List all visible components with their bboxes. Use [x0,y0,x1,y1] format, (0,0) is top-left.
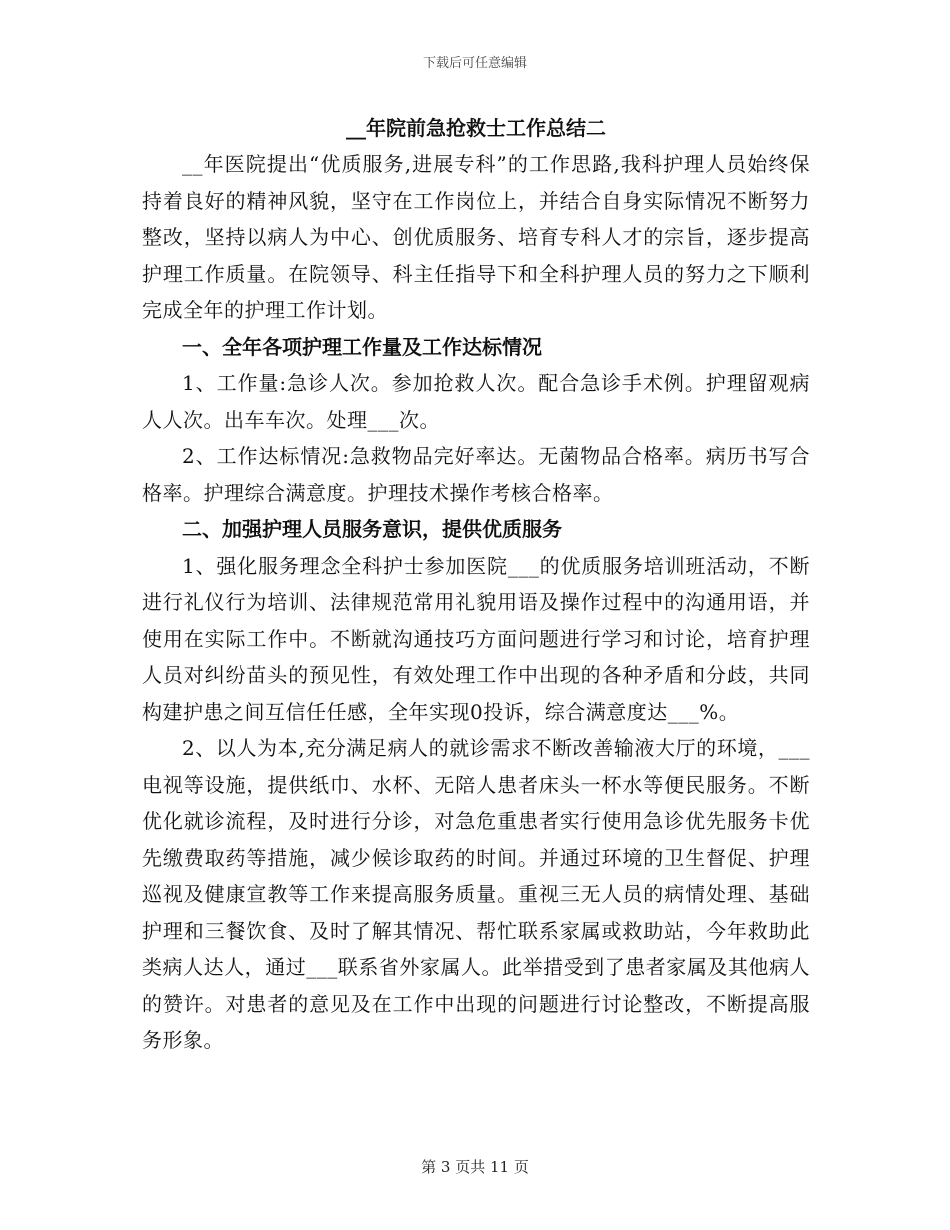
document-body [142,110,810,1059]
section-heading-1: 一、全年各项护理工作量及工作达标情况 [182,334,542,359]
page-header: 下载后可任意编辑 [422,56,527,71]
paragraph-standards: 2、工作达标情况:急救物品完好率达。无菌物品合格率。病历书写合格率。护理综合满意度。护理技术操作考核合格率。 [142,444,810,505]
page-footer: 第 3 页共 11 页 [421,1158,529,1176]
paragraph-service-concept: 1、强化服务理念全科护士参加医院___的优质服务培训班活动，不断进行礼仪行为培训、法律规范常用礼貌用语及操作过程中的沟通用语，并使用在实际工作中。不断就沟通技巧方面问题进行学习和讨论，培育护理人员对纠纷苗头的预见性，有效处理工作中出现的各种矛盾和分歧，共同构建护患之间互信任任感，全年实现0投诉，综合满意度达___%。 [142,553,810,724]
paragraph-workload: 1、工作量:急诊人次。参加抢救人次。配合急诊手术例。护理留观病人人次。出车车次。处理___次。 [142,371,810,432]
paragraph-intro: __年医院提出“优质服务,进展专科”的工作思路,我科护理人员始终保持着良好的精神风貌，坚守在工作岗位上，并结合自身实际情况不断努力整改，坚持以病人为中心、创优质服务、培育专科人才的宗旨，逐步提高护理工作质量。在院领导、科主任指导下和全科护理人员的努力之下顺利完成全年的护理工作计划。 [142,152,810,322]
section-heading-2: 二、加强护理人员服务意识，提供优质服务 [182,517,562,541]
paragraph-patient-first: 2、以人为本,充分满足病人的就诊需求不断改善输液大厅的环境，___电视等设施，提供纸巾、水杯、无陪人患者床头一杯水等便民服务。不断优化就诊流程，及时进行分诊，对急危重患者实行使用急诊优先服务卡优先缴费取药等措施，减少候诊取药的时间。并通过环境的卫生督促、护理巡视及健康宣教等工作来提高服务质量。重视三无人员的病情处理、基础护理和三餐饮食、及时了解其情况、帮忙联系家属或救助站，今年救助此类病人达人，通过___联系省外家属人。此举措受到了患者家属及其他病人的赞许。对患者的意见及在工作中出现的问题进行讨论整改，不断提高服务形象。 [142,736,810,1052]
document-title: __年院前急抢救士工作总结二 [346,116,606,140]
